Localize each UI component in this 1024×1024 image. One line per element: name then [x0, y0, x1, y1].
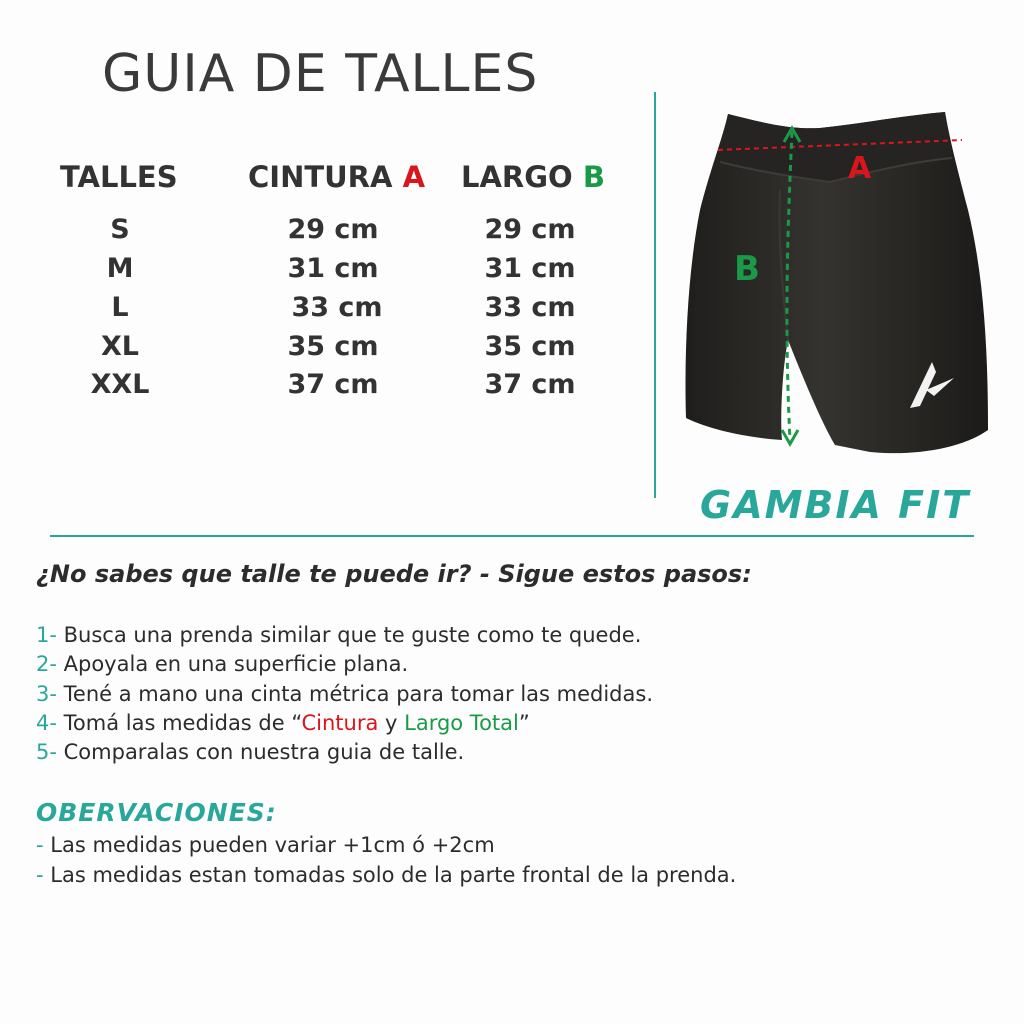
observations-list	[36, 831, 736, 890]
row-xxl-size: XXL	[90, 369, 150, 400]
list-item	[36, 709, 653, 738]
list-item	[36, 831, 736, 861]
row-m-size: M	[106, 253, 134, 284]
row-m-waist: 31 cm	[287, 253, 379, 284]
step-text-largo: Largo Total	[404, 710, 519, 735]
label-a: A	[848, 151, 872, 186]
step-text: Comparalas con nuestra guia de talle.	[63, 740, 465, 765]
step-number: 5-	[36, 740, 57, 765]
list-item	[36, 680, 653, 709]
row-xxl-waist: 37 cm	[287, 369, 379, 400]
list-item	[36, 650, 653, 679]
step-text: y	[378, 710, 405, 735]
header-cintura-letter: A	[402, 160, 426, 194]
step-number: 2-	[36, 652, 57, 677]
row-s-size: S	[110, 214, 130, 245]
row-l-waist: 33 cm	[291, 292, 383, 323]
shorts-illustration	[670, 100, 1010, 470]
header-talles: TALLES	[60, 160, 178, 194]
row-s-waist: 29 cm	[287, 214, 379, 245]
step-number: 4-	[36, 710, 57, 735]
observations-title: OBERVACIONES:	[36, 798, 277, 827]
step-number: 3-	[36, 681, 57, 706]
step-text: Tené a mano una cinta métrica para tomar las medidas.	[63, 681, 653, 706]
brand-name: GAMBIA FIT	[700, 483, 971, 527]
header-largo-letter: B	[582, 160, 605, 194]
list-item	[36, 861, 736, 891]
step-text-cintura: Cintura	[301, 710, 379, 735]
row-xxl-length: 37 cm	[484, 369, 576, 400]
step-number: 1-	[36, 623, 57, 647]
size-table	[0, 0, 650, 420]
horizontal-divider	[50, 535, 974, 537]
row-s-length: 29 cm	[484, 214, 576, 245]
note-dash: -	[36, 833, 44, 857]
page-title: GUIA DE TALLES	[102, 44, 539, 104]
row-xl-waist: 35 cm	[287, 331, 379, 362]
step-text: Busca una prenda similar que te guste como te quede.	[63, 623, 642, 647]
note-text: Las medidas estan tomadas solo de la parte frontal de la prenda.	[43, 862, 737, 887]
list-item	[36, 621, 653, 650]
row-m-length: 31 cm	[484, 253, 576, 284]
label-b: B	[734, 249, 760, 289]
note-dash: -	[36, 862, 44, 887]
question-heading: ¿No sabes que talle te puede ir? - Sigue estos pasos:	[36, 560, 752, 588]
header-cintura-label: CINTURA	[248, 160, 393, 194]
note-text: Las medidas pueden variar +1cm ó +2cm	[43, 833, 495, 857]
header-largo-label: LARGO	[461, 160, 573, 194]
list-item	[36, 738, 653, 767]
vertical-divider	[654, 92, 656, 498]
row-l-size: L	[111, 292, 129, 323]
step-text: Apoyala en una superficie plana.	[63, 652, 409, 677]
step-text: ”	[518, 710, 530, 735]
row-xl-length: 35 cm	[484, 331, 576, 362]
header-largo	[461, 160, 605, 194]
row-l-length: 33 cm	[484, 292, 576, 323]
steps-list	[36, 621, 653, 767]
row-xl-size: XL	[100, 331, 140, 362]
header-cintura	[248, 160, 425, 194]
step-text: Tomá las medidas de “	[63, 710, 302, 735]
product-image	[670, 100, 1010, 470]
